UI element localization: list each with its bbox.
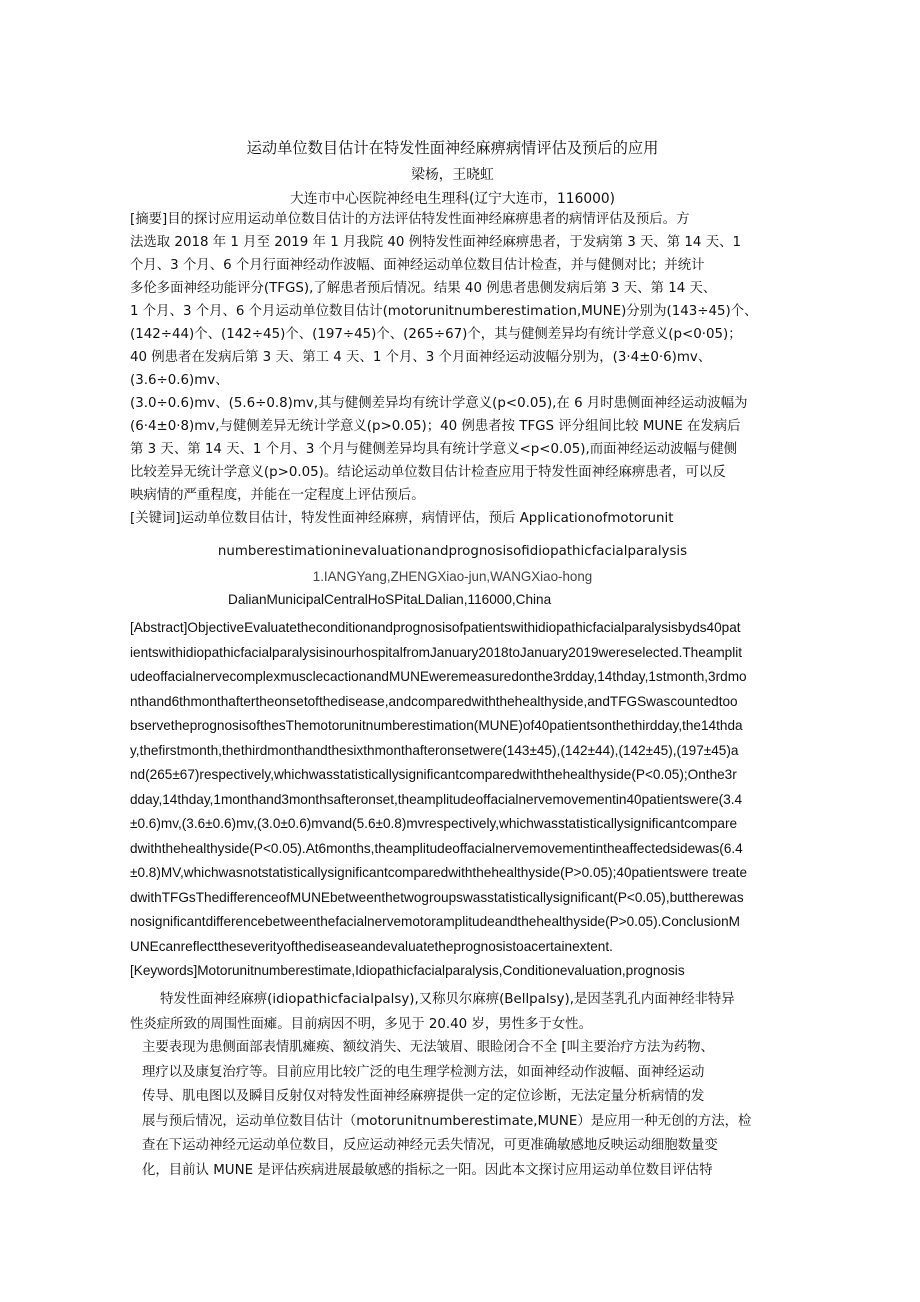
abstract-cn (130, 208, 758, 530)
abstract-cn-line: 第 3 天、第 14 天、1 个月、3 个月与健侧差异均具有统计学意义<p<0.05),而面神经运动波幅与健侧 (130, 442, 738, 457)
affiliation: 大连市中心医院神经电生理科(辽宁大连市，116000) (290, 191, 615, 207)
paper-title: 运动单位数目估计在特发性面神经麻痹病情评估及预后的应用 (246, 139, 659, 157)
english-authors: 1.IANGYang,ZHENGXiao-jun,WANGXiao-hong (312, 569, 593, 584)
abstract-cn-line: 1 个月、3 个月、6 个月运动单位数目估计(motorunitnumberestimation,MUNE)分别为(143÷45)个、 (130, 304, 758, 319)
intro-line: 理疗以及康复治疗等。目前应用比较广泛的电生理学检测方法，如面神经动作波幅、面神经运动 (142, 1064, 705, 1080)
intro-line: 传导、肌电图以及瞬目反射仅对特发性面神经麻痹提供一定的定位诊断，无法定量分析病情的发 (142, 1089, 705, 1104)
abstract-en (130, 616, 747, 984)
abstract-en-line: dwithTFGsThedifferenceofMUNEbetweenthetwogroupswasstatisticallysignificant(P<0.05),buttherewas (130, 889, 744, 905)
abstract-en-line: dwiththehealthyside(P<0.05).At6months,theamplitudeoffacialnervemovementintheaffectedsidewas(6.4 (130, 840, 743, 856)
abstract-cn-line: (6·4±0·8)mv,与健侧差异无统计学意义(p>0.05)；40 例患者按 TFGS 评分组间比较 MUNE 在发病后 (130, 419, 741, 434)
english-affiliation: DalianMunicipalCentralHoSPitaLDalian,116000,China (228, 592, 552, 607)
abstract-cn-line: 映病情的严重程度，并能在一定程度上评估预后。 (130, 488, 425, 503)
intro-line: 化，目前认 MUNE 是评估疾病进展最敏感的指标之一阳。因此本文探讨应用运动单位数目评估特 (142, 1162, 713, 1178)
abstract-en-line: UNEcanreflecttheseverityofthediseaseandevaluatetheprognosistoacertainextent. (130, 938, 613, 954)
abstract-cn-line: 多伦多面神经功能评分(TFGS),了解患者预后情况。结果 40 例患者患侧发病后第 3 天、第 14 天、 (130, 281, 717, 296)
abstract-cn-line: 40 例患者在发病后第 3 天、第工 4 天、1 个月、3 个月面神经运动波幅分别为，(3·4±0·6)mv、 (130, 350, 712, 365)
intro-line: 展与预后情况，运动单位数目估计（motorunitnumberestimate,MUNE）是应用一种无创的方法，检 (142, 1113, 752, 1129)
english-title-continued: numberestimationinevaluationandprognosisofidiopathicfacialparalysis (217, 543, 688, 559)
abstract-cn-line: (3.0÷0.6)mv、(5.6÷0.8)mv,其与健侧差异均有统计学意义(p<0.05),在 6 月时患侧面神经运动波幅为 (130, 396, 748, 411)
abstract-cn-line: 个月、3 个月、6 个月行面神经动作波幅、面神经运动单位数目估计检查，并与健侧对比；并统计 (130, 258, 705, 273)
abstract-en-line: ientswithidiopathicfacialparalysisinourhospitalfromJanuary2018toJanuary2019wereselected.Theamplit (130, 644, 743, 660)
abstract-en-line: udeoffacialnervecomplexmusclecactionandMUNEweremeasuredonthe3rdday,14thday,1stmonth,3rdmo (130, 669, 747, 684)
abstract-en-line: nthand6thmonthaftertheonsetofthedisease,andcomparedwiththehealthyside,andTFGSwascountedtoo (130, 693, 738, 709)
abstract-en-line: y,thefirstmonth,thethirdmonthandthesixthmonthafteronsetwere(143±45),(142±44),(142±45),(197±45)a (130, 742, 739, 758)
abstract-en-line: nd(265±67)respectively,whichwasstatisticallysignificantcomparedwiththehealthyside(P<0.05);Onthe3r (130, 767, 737, 782)
authors: 梁杨，王晓虹 (411, 167, 494, 183)
keywords-cn: [关键词]运动单位数目估计，特发性面神经麻痹，病情评估，预后 Applicationofmotorunit (130, 511, 674, 526)
introduction-cont (142, 1036, 751, 1183)
abstract-en-line: ±0.8)MV,whichwasnotstatisticallysignificantcomparedwiththehealthyside(P>0.05);40patientswere treate (130, 865, 748, 880)
abstract-cn-line: 法选取 2018 年 1 月至 2019 年 1 月我院 40 例特发性面神经麻痹患者，于发病第 3 天、第 14 天、1 (130, 235, 742, 250)
abstract-cn-line: [摘要]目的探讨应用运动单位数目估计的方法评估特发性面神经麻痹患者的病情评估及预后。方 (130, 212, 690, 227)
introduction (130, 988, 735, 1037)
intro-line: 性炎症所致的周围性面瘫。目前病因不明，多见于 20.40 岁，男性多于女性。 (130, 1016, 592, 1032)
abstract-en-line: bservetheprognosisofthesThemotorunitnumberestimation(MUNE)of40patientsonthethirdday,the14thda (130, 718, 743, 733)
abstract-en-line: [Abstract]ObjectiveEvaluatetheconditionandprognosisofpatientswithidiopathicfacialparalysisbyds40pat (130, 620, 741, 635)
intro-line: 特发性面神经麻痹(idiopathicfacialpalsy),又称贝尔麻痹(Bellpalsy),是因茎乳孔内面神经非特异 (160, 992, 735, 1007)
intro-line: 主要表现为患侧面部表情肌瘫痪、额纹消失、无法皱眉、眼睑闭合不全 [叫主要治疗方法为药物、 (142, 1040, 714, 1055)
abstract-cn-line: 比较差异无统计学意义(p>0.05)。结论运动单位数目估计检查应用于特发性面神经麻痹患者，可以反 (130, 465, 726, 480)
abstract-en-line: dday,14thday,1monthand3monthsafteronset,theamplitudeoffacialnervemovementin40patientswere(3.4 (130, 791, 743, 807)
keywords-en: [Keywords]Motorunitnumberestimate,Idiopathicfacialparalysis,Conditionevaluation,prognosis (130, 963, 685, 978)
abstract-cn-line: (3.6÷0.6)mv、 (130, 373, 229, 388)
abstract-cn-line: (142÷44)个、(142÷45)个、(197÷45)个、(265÷67)个，其与健侧差异均有统计学意义(p<0·05)； (130, 327, 742, 342)
abstract-en-line: nosignificantdifferencebetweenthefacialnervemotoramplitudeandthehealthyside(P>0.05).ConclusionM (130, 914, 740, 929)
intro-line: 查在下运动神经元运动单位数目，反应运动神经元丢失情况，可更准确敏感地反映运动细胞数量变 (142, 1138, 718, 1153)
abstract-en-line: ±0.6)mv,(3.6±0.6)mv,(3.0±0.6)mvand(5.6±0.8)mvrespectively,whichwasstatisticallysignificantcompare (130, 816, 738, 831)
